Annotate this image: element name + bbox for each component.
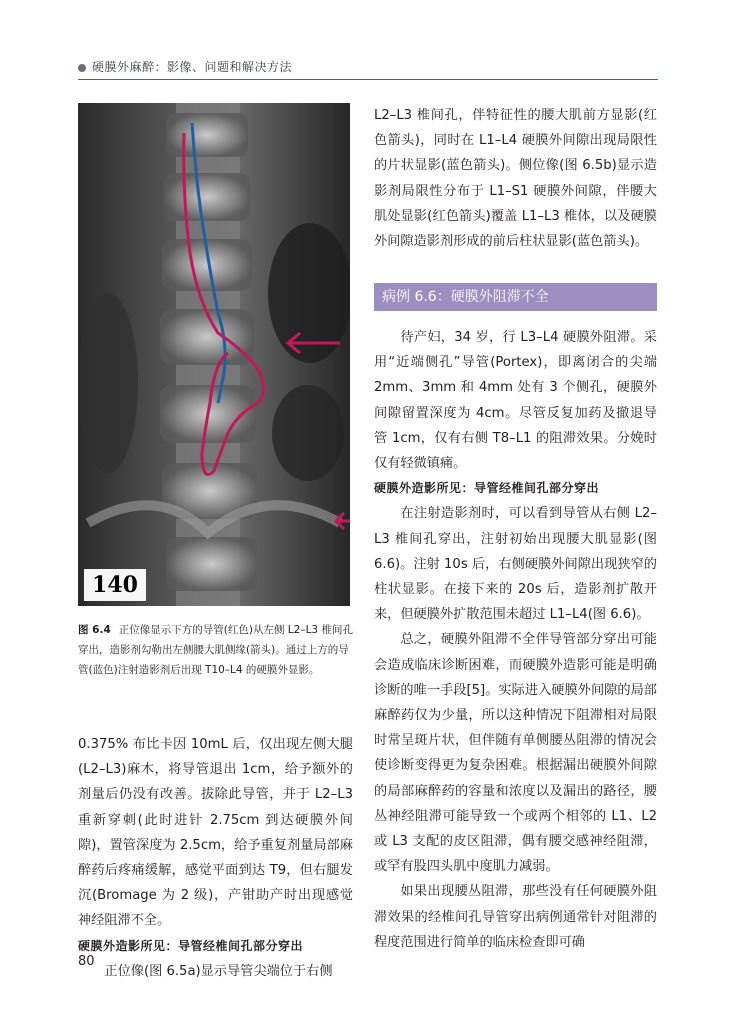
right-column-top <box>374 103 657 254</box>
caption-figure-number: 图 6.4 <box>78 624 111 636</box>
paragraph: 正位像(图 6.5a)显示导管尖端位于右侧 <box>104 963 333 979</box>
header-title: 硬膜外麻醉：影像、问题和解决方法 <box>92 60 293 74</box>
paragraph: 如果出现腰丛阻滞，那些没有任何硬膜外阻滞效果的经椎间孔导管穿出病例通常针对阻滞的程度范围进行简单的临床检查即可确 <box>374 884 657 950</box>
section-subheading: 硬膜外造影所见：导管经椎间孔部分穿出 <box>374 481 600 496</box>
xray-image <box>78 103 350 606</box>
bullet-icon <box>78 64 86 72</box>
header-rule <box>78 79 658 80</box>
figure-caption <box>78 620 353 680</box>
right-column-main <box>374 325 657 955</box>
paragraph: 总之，硬膜外阻滞不全伴导管部分穿出可能会造成临床诊断困难，而硬膜外造影可能是明确诊断的唯一手段[5]。实际进入硬膜外间隙的局部麻醉药仅为少量，所以这种情况下阻滞相对局限时常呈斑片状，但伴随有单侧腰丛阻滞的情况会使诊断变得更为复杂困难。根据漏出硬膜外间隙的局部麻醉药的容量和浓度以及漏出的路径，腰丛神经阻滞可能导致一个或两个相邻的 L1、L2 或 L3 支配的皮区阻滞，偶有腰交感神经阻滞，或罕有股四头肌中度肌力减弱。 <box>374 632 657 875</box>
paragraph: 待产妇，34 岁，行 L3–L4 硬膜外阻滞。采用“近端侧孔”导管(Portex)，即离闭合的尖端 2mm、3mm 和 4mm 处有 3 个侧孔，硬膜外间隙留置深度为 4cm。尽管反复加药及撤退导管 1cm，仅有右侧 T8–L1 的阻滞效果。分娩时仅有轻微镇痛。 <box>374 330 657 472</box>
case-title-bar: 病例 6.6：硬膜外阻滞不全 <box>374 283 657 311</box>
page-number: 80 <box>78 954 95 969</box>
paragraph: 0.375% 布比卡因 10mL 后，仅出现左侧大腿(L2–L3)麻木，将导管退出 1cm，给予额外的剂量后仍没有改善。拔除此导管，并于 L2–L3 重新穿刺(此时进针 2.75cm 到达硬膜外间隙)，置管深度为 2.5cm，给予重复剂量局部麻醉药后疼痛缓解，感觉平面到达 T9，但右腿发沉(Bromage 为 2 级)，产钳助产时出现感觉神经阻滞不全。 <box>78 737 353 929</box>
paragraph: L2–L3 椎间孔，伴特征性的腰大肌前方显影(红色箭头)，同时在 L1–L4 硬膜外间隙出现局限性的片状显影(蓝色箭头)。侧位像(图 6.5b)显示造影剂局限性分布于 L1–S1 硬膜外间隙，伴腰大肌处显影(红色箭头)覆盖 L1–L3 椎体，以及硬膜外间隙造影剂形成的前后柱状显影(蓝色箭头)。 <box>374 108 657 250</box>
running-header <box>78 58 658 84</box>
paragraph: 在注射造影剂时，可以看到导管从右侧 L2–L3 椎间孔穿出，注射初始出现腰大肌显影(图 6.6)。注射 10s 后，右侧硬膜外间隙出现狭窄的柱状显影。在接下来的 20s 后，造影剂扩散开来，但硬膜外扩散范围未超过 L1–L4(图 6.6)。 <box>374 506 657 623</box>
caption-text: 正位像显示下方的导管(红色)从左侧 L2–L3 椎间孔穿出，造影剂勾勒出左侧腰大肌侧缘(箭头)。通过上方的导管(蓝色)注射造影剂后出现 T10–L4 的硬膜外显影。 <box>78 624 353 676</box>
section-subheading: 硬膜外造影所见：导管经椎间孔部分穿出 <box>78 938 304 953</box>
left-column <box>78 732 353 984</box>
xray-figure <box>78 103 350 606</box>
figure-number-label: 140 <box>84 569 146 601</box>
